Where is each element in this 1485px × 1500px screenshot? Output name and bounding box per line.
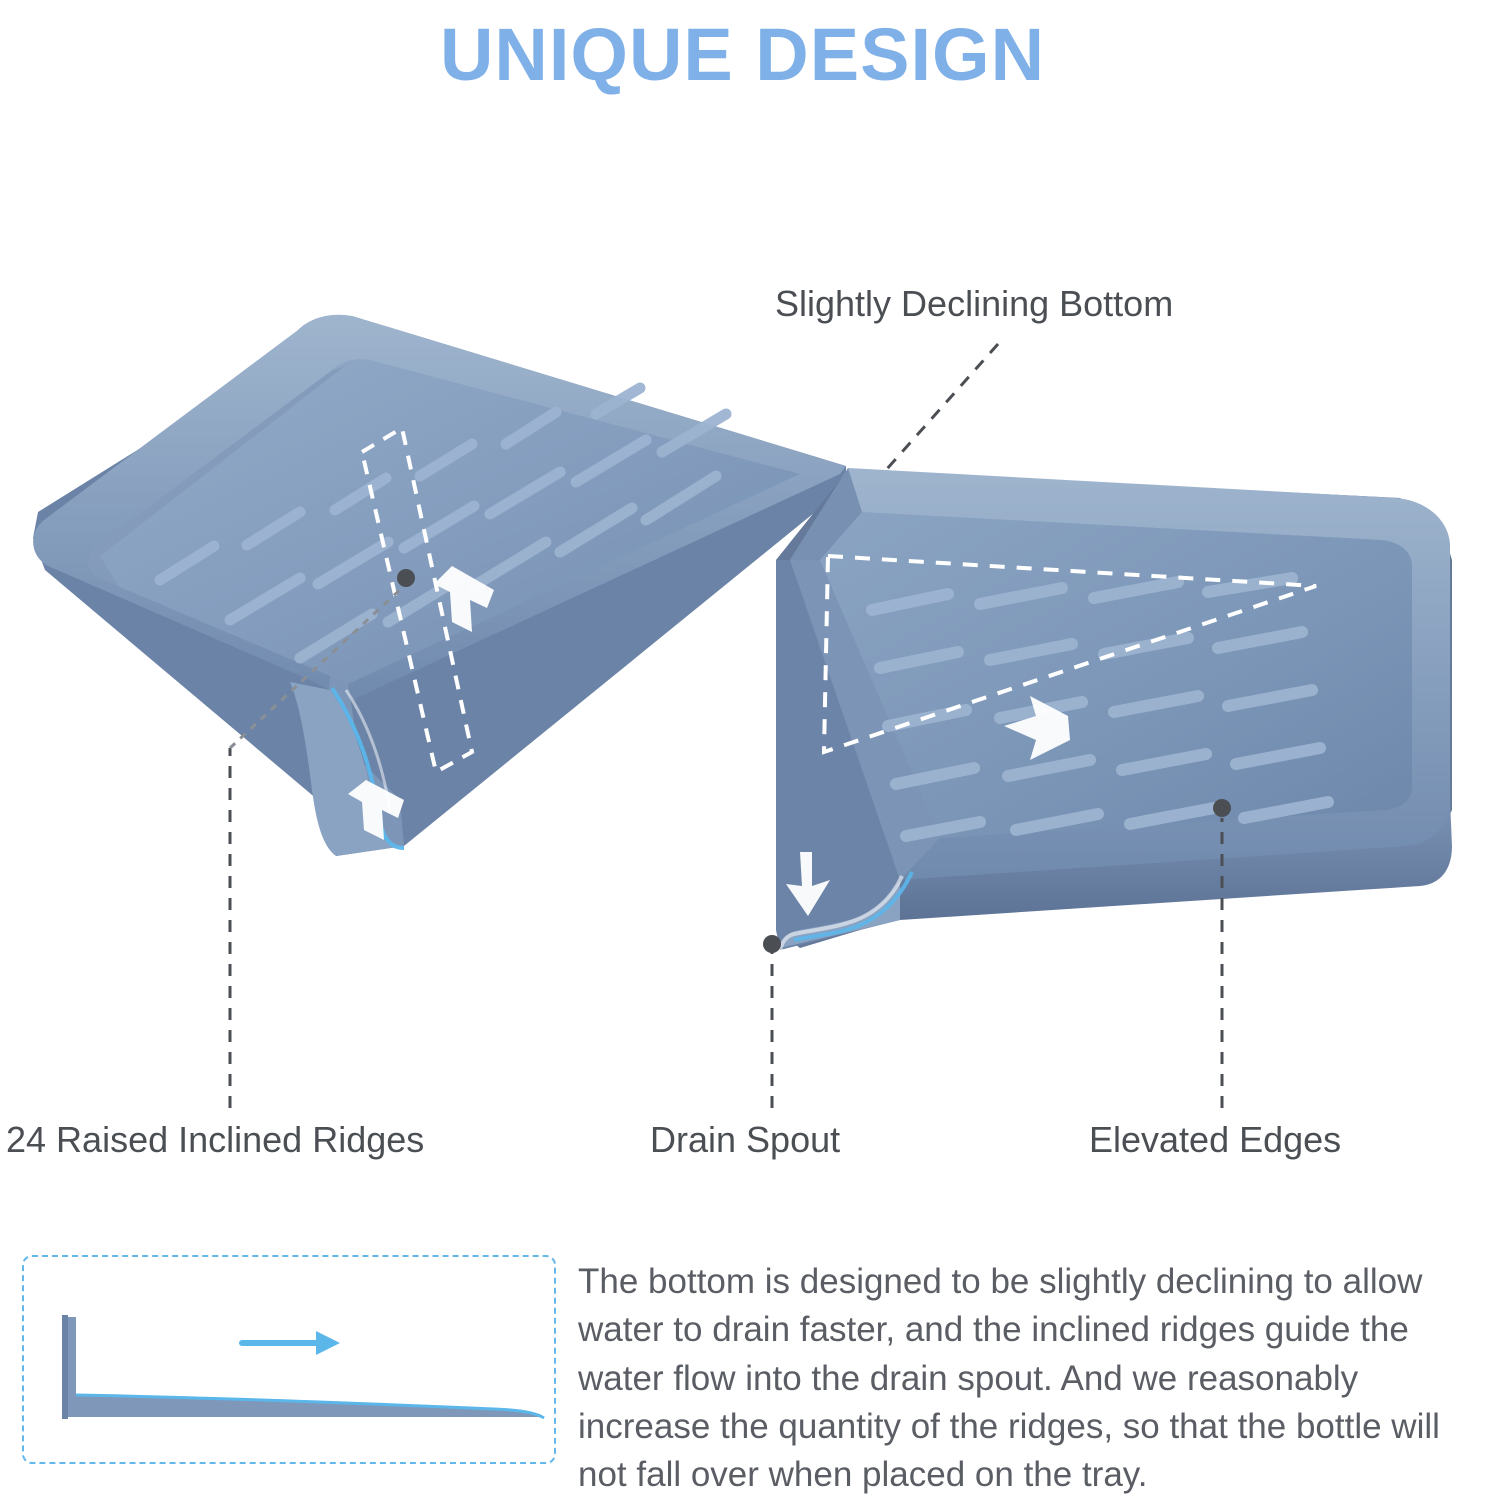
cross-section-art [24, 1257, 554, 1462]
left-tray [33, 315, 846, 856]
page-title: UNIQUE DESIGN [439, 13, 1046, 96]
callout-slightly-declining-bottom: Slightly Declining Bottom [775, 283, 1174, 324]
leader-dot-icon [763, 935, 781, 953]
callout-drain-spout: Drain Spout [650, 1119, 841, 1160]
arrow-right-icon [242, 1331, 340, 1355]
cross-section-decline-diagram [22, 1255, 556, 1464]
callout-raised-inclined-ridges: 24 Raised Inclined Ridges [6, 1119, 425, 1160]
leader-dot-icon [1213, 799, 1231, 817]
leader-dot-icon [397, 569, 415, 587]
right-tray [763, 468, 1452, 953]
callout-elevated-edges: Elevated Edges [1089, 1119, 1342, 1160]
description-text: The bottom is designed to be slightly declining to allow water to drain faster, and the inclined ridges guide the water flow into the drain spout. And we reasonably increase the quantity of the ridges, so that the bottle will not fall over when placed on the tray. [578, 1262, 1440, 1495]
